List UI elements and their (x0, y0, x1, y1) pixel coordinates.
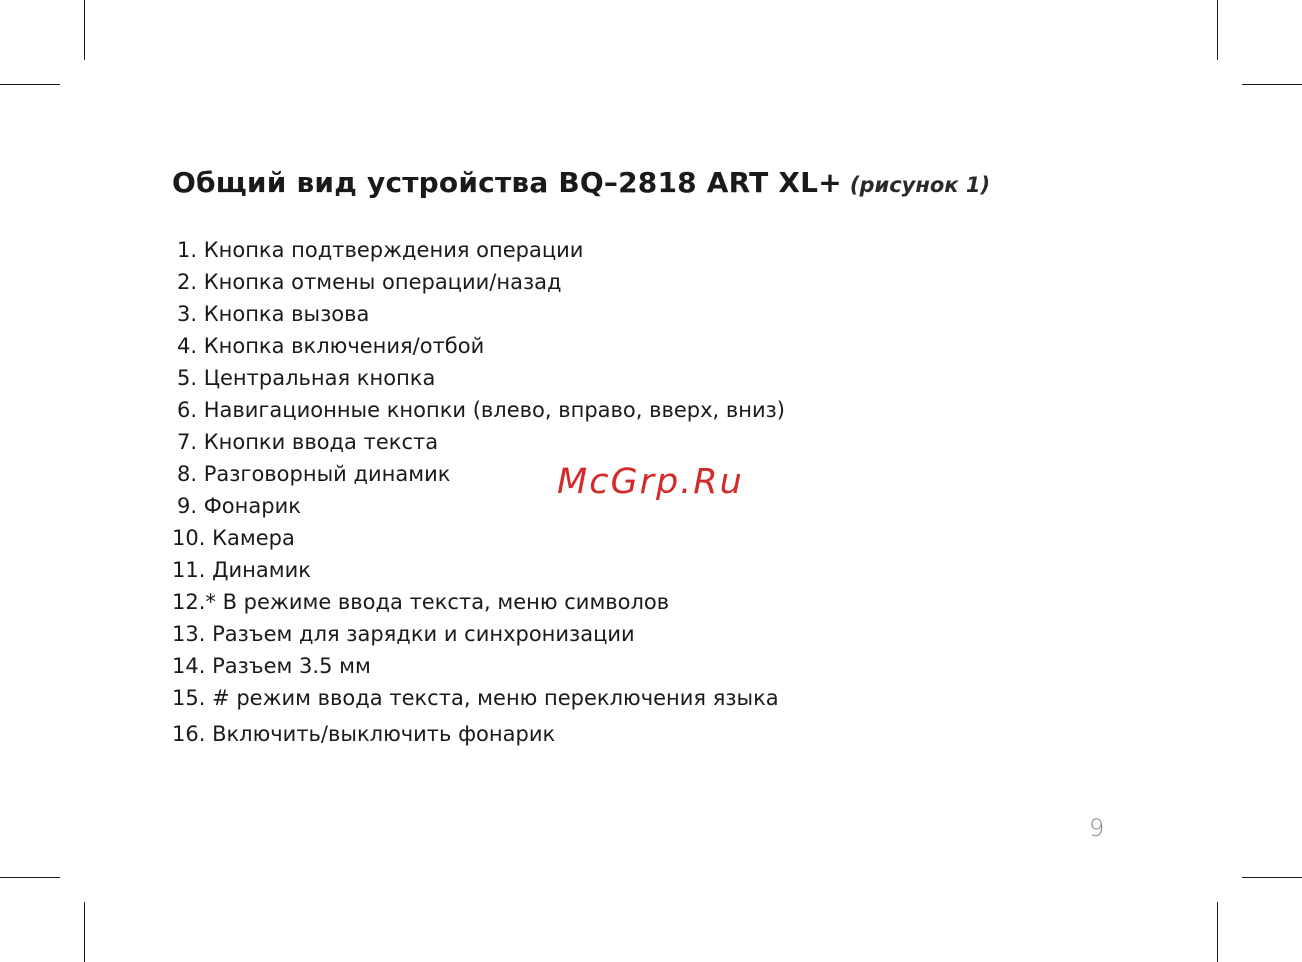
list-item: 10. Камера (172, 526, 295, 550)
list-item: 3. Кнопка вызова (177, 302, 370, 326)
page-number: 9 (1089, 814, 1105, 842)
list-item: 8. Разговорный динамик (177, 462, 451, 486)
crop-mark-bottom-right-vertical (1217, 902, 1218, 962)
title-figure-reference: (рисунок 1) (849, 173, 991, 197)
list-item: 13. Разъем для зарядки и синхронизации (172, 622, 635, 646)
crop-mark-top-right-horizontal (1242, 84, 1302, 85)
crop-mark-top-right-vertical (1217, 0, 1218, 60)
list-item: 4. Кнопка включения/отбой (177, 334, 485, 358)
crop-mark-top-left-horizontal (0, 84, 60, 85)
crop-mark-bottom-right-horizontal (1242, 877, 1302, 878)
list-item: 12.* В режиме ввода текста, меню символов (172, 590, 670, 614)
page-title (172, 162, 990, 200)
list-item: 2. Кнопка отмены операции/назад (177, 270, 562, 294)
list-item: 11. Динамик (172, 558, 311, 582)
crop-mark-bottom-left-horizontal (0, 877, 60, 878)
crop-mark-bottom-left-vertical (84, 902, 85, 962)
title-main: Общий вид устройства BQ–2818 ART XL+ (172, 166, 842, 199)
list-item: 7. Кнопки ввода текста (177, 430, 439, 454)
list-item: 14. Разъем 3.5 мм (172, 654, 371, 678)
list-item: 15. # режим ввода текста, меню переключения языка (172, 686, 779, 710)
list-item: 9. Фонарик (177, 494, 301, 518)
list-item: 16. Включить/выключить фонарик (172, 722, 556, 746)
list-item: 6. Навигационные кнопки (влево, вправо, вверх, вниз) (177, 398, 785, 422)
list-item: 5. Центральная кнопка (177, 366, 436, 390)
crop-mark-top-left-vertical (84, 0, 85, 60)
list-item: 1. Кнопка подтверждения операции (177, 238, 584, 262)
watermark: McGrp.Ru (557, 462, 744, 502)
